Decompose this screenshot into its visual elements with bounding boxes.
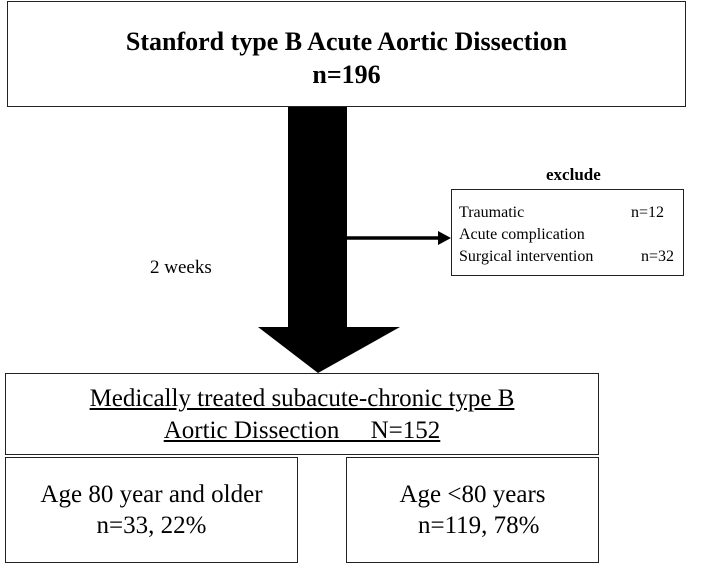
group-count: n=119, 78% <box>405 512 540 539</box>
treated-cohort-count: Aortic Dissection N=152 <box>163 417 441 444</box>
treated-cohort-box <box>5 373 599 455</box>
initial-cohort-box <box>7 1 686 107</box>
exclusion-item-count: n=32 <box>641 248 675 265</box>
exclude-label: exclude <box>546 165 601 184</box>
group-age-label: Age <80 years <box>399 481 546 508</box>
initial-cohort-count: n=196 <box>312 60 381 89</box>
group-count: n=33, 22% <box>96 512 207 539</box>
group-age-label: Age 80 year and older <box>40 481 263 508</box>
exclusion-box <box>451 189 684 276</box>
exclude-arrowhead <box>438 231 451 245</box>
age-80-plus-group-box <box>5 457 298 563</box>
initial-cohort-title: Stanford type B Acute Aortic Dissection <box>125 27 568 56</box>
exclusion-item-traumatic <box>459 204 679 222</box>
exclusion-item-surgical-intervention <box>459 248 679 266</box>
exclusion-item-name: Acute complication <box>459 226 585 243</box>
main-down-arrow <box>258 107 400 373</box>
age-under-80-group-box <box>346 457 599 563</box>
exclusion-item-acute-complication <box>459 226 679 244</box>
exclusion-item-name: Traumatic <box>459 204 525 221</box>
exclusion-item-count: n=12 <box>631 204 665 221</box>
duration-label: 2 weeks <box>150 257 212 278</box>
exclusion-item-name: Surgical intervention <box>459 248 594 265</box>
treated-cohort-title: Medically treated subacute-chronic type B <box>89 385 515 412</box>
